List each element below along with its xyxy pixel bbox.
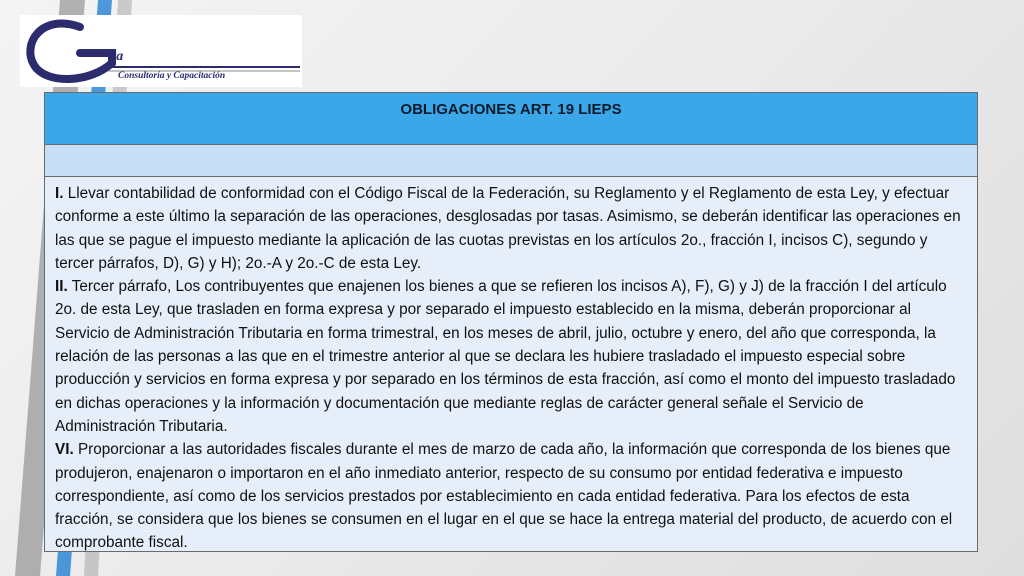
- table-title-row: [45, 93, 977, 145]
- table-empty-row: [45, 145, 977, 177]
- obligation-number: VI.: [55, 441, 74, 459]
- obligations-table: [44, 92, 978, 552]
- company-logo: [20, 15, 302, 87]
- obligation-item: [55, 275, 967, 438]
- table-body-row: [45, 177, 977, 551]
- table-title: OBLIGACIONES ART. 19 LIEPS: [400, 101, 622, 118]
- obligation-text: Proporcionar a las autoridades fiscales durante el mes de marzo de cada año, la información que corresponda de los bienes que produjeron, enajenaron o importaron en el año inmediato anterior, respecto de su consumo por entidad federativa e impuesto correspondiente, así como de los servicios prestados por establecimiento en cada entidad federativa. Para los efectos de esta fracción, se considera que los bienes se consumen en el lugar en el que se hace la entrega material del producto, de acuerdo con el comprobante fiscal.: [55, 441, 953, 552]
- obligation-item: [55, 438, 967, 554]
- logo-caption: Consultoría y Capacitación: [118, 71, 226, 81]
- obligation-text: Llevar contabilidad de conformidad con el Código Fiscal de la Federación, su Reglamento y el Reglamento de esta Ley, y efectuar conforme a este último la separación de las operaciones, desglosadas por tasas. Asimismo, se deberán identificar las operaciones en las que se pague el impuesto mediante la aplicación de las cuotas previstas en los artículos 2o., fracción I, incisos C), segundo y tercer párrafos, D), G) y H); 2o.-A y 2o.-C de esta Ley.: [55, 185, 961, 272]
- obligation-number: I.: [55, 185, 64, 202]
- obligation-item: [55, 182, 967, 275]
- logo-initials: va: [110, 49, 124, 64]
- obligation-number: II.: [55, 278, 68, 296]
- obligation-text: Tercer párrafo, Los contribuyentes que enajenen los bienes a que se refieren los incisos A), F), G) y J) de la fracción I del artículo 2o. de esta Ley, que trasladen en forma expresa y por separado el impuesto establecido en la misma, deberán proporcionar al Servicio de Administración Tributaria en forma trimestral, en los meses de abril, julio, octubre y enero, del año que corresponda, la relación de las personas a las que en el trimestre anterior al que se declara les hubiere trasladado el impuesto especial sobre producción y servicios en forma expresa y por separado en los términos de esta fracción, así como el monto del impuesto trasladado en dichas operaciones y la información y documentación que mediante reglas de carácter general señale el Servicio de Administración Tributaria.: [55, 278, 956, 435]
